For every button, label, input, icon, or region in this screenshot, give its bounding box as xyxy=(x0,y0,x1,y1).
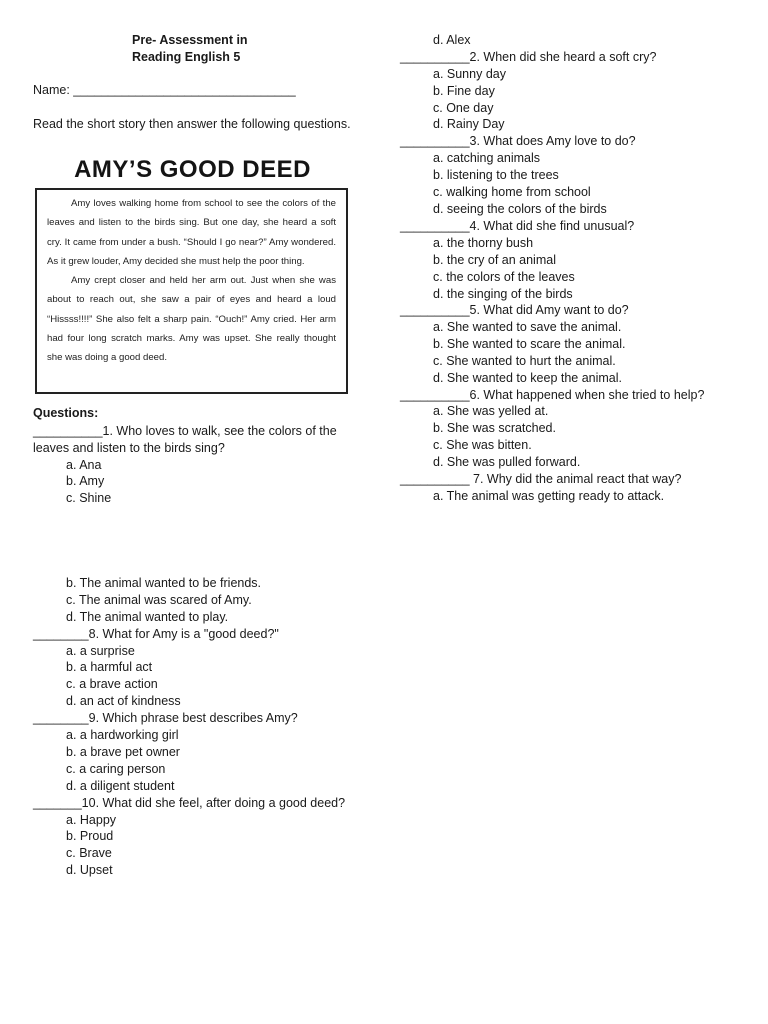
q4-option-d: d. the singing of the birds xyxy=(433,287,573,301)
question-1-line-2: leaves and listen to the birds sing? xyxy=(33,441,225,455)
question-4: __________4. What did she find unusual? xyxy=(400,219,635,233)
title-line-2: Reading English 5 xyxy=(132,50,241,64)
q7-option-c: c. The animal was scared of Amy. xyxy=(66,593,252,607)
question-8: ________8. What for Amy is a "good deed?" xyxy=(33,627,279,641)
story-box xyxy=(35,188,348,394)
q3-option-c: c. walking home from school xyxy=(433,185,591,199)
question-1-line-1: __________1. Who loves to walk, see the colors of the xyxy=(33,424,337,438)
question-9: ________9. Which phrase best describes Amy? xyxy=(33,711,298,725)
q9-option-b: b. a brave pet owner xyxy=(66,745,180,759)
q1-option-d: d. Alex xyxy=(433,33,471,47)
q8-option-c: c. a brave action xyxy=(66,677,158,691)
questions-label: Questions: xyxy=(33,406,99,420)
name-field[interactable]: Name: ________________________________ xyxy=(33,83,296,97)
q9-option-a: a. a hardworking girl xyxy=(66,728,179,742)
title-line-1: Pre- Assessment in xyxy=(132,33,248,47)
q5-option-b: b. She wanted to scare the animal. xyxy=(433,337,626,351)
q8-option-a: a. a surprise xyxy=(66,644,135,658)
q5-option-c: c. She wanted to hurt the animal. xyxy=(433,354,616,368)
q8-option-d: d. an act of kindness xyxy=(66,694,181,708)
q5-option-d: d. She wanted to keep the animal. xyxy=(433,371,623,385)
q6-option-d: d. She was pulled forward. xyxy=(433,455,581,469)
story-paragraph-2: Amy crept closer and held her arm out. Just when she was about to reach out, she saw a pair of eyes and heard a loud “Hissss!!!!” She also felt a sharp pain. “Ouch!” Amy cried. Her arm had four long scratch marks. Amy was upset. She really thought she was doing a good deed. xyxy=(47,275,336,364)
q1-option-c: c. Shine xyxy=(66,491,112,505)
question-3: __________3. What does Amy love to do? xyxy=(400,134,636,148)
story-heading: AMY’S GOOD DEED xyxy=(74,156,311,183)
q10-option-c: c. Brave xyxy=(66,846,112,860)
q8-option-b: b. a harmful act xyxy=(66,660,153,674)
q6-option-a: a. She was yelled at. xyxy=(433,404,549,418)
instruction-text: Read the short story then answer the following questions. xyxy=(33,117,351,131)
q3-option-d: d. seeing the colors of the birds xyxy=(433,202,607,216)
q1-option-a: a. Ana xyxy=(66,458,102,472)
q10-option-d: d. Upset xyxy=(66,863,113,877)
q4-option-b: b. the cry of an animal xyxy=(433,253,556,267)
q1-option-b: b. Amy xyxy=(66,474,105,488)
q9-option-d: d. a diligent student xyxy=(66,779,175,793)
question-7: __________ 7. Why did the animal react that way? xyxy=(400,472,682,486)
q7-option-b: b. The animal wanted to be friends. xyxy=(66,576,262,590)
q7-option-a: a. The animal was getting ready to attack. xyxy=(433,489,665,503)
q2-option-a: a. Sunny day xyxy=(433,67,506,81)
story-paragraph-1: Amy loves walking home from school to see the colors of the leaves and listen to the birds sing. But one day, she heard a soft cry. It came from under a bush. “Should I go near?” Amy wondered. As it grew louder, Amy decided she must help the poor thing. xyxy=(47,198,336,267)
question-10: _______10. What did she feel, after doing a good deed? xyxy=(33,796,346,810)
q9-option-c: c. a caring person xyxy=(66,762,166,776)
q6-option-b: b. She was scratched. xyxy=(433,421,556,435)
q3-option-b: b. listening to the trees xyxy=(433,168,559,182)
q7-option-d: d. The animal wanted to play. xyxy=(66,610,229,624)
q4-option-a: a. the thorny bush xyxy=(433,236,534,250)
q2-option-c: c. One day xyxy=(433,101,494,115)
q2-option-b: b. Fine day xyxy=(433,84,495,98)
question-5: __________5. What did Amy want to do? xyxy=(400,303,629,317)
question-6: __________6. What happened when she tried to help? xyxy=(400,388,705,402)
q2-option-d: d. Rainy Day xyxy=(433,117,505,131)
q10-option-a: a. Happy xyxy=(66,813,117,827)
q4-option-c: c. the colors of the leaves xyxy=(433,270,575,284)
q3-option-a: a. catching animals xyxy=(433,151,541,165)
q5-option-a: a. She wanted to save the animal. xyxy=(433,320,622,334)
q6-option-c: c. She was bitten. xyxy=(433,438,532,452)
question-2: __________2. When did she heard a soft cry? xyxy=(400,50,657,64)
q10-option-b: b. Proud xyxy=(66,829,114,843)
